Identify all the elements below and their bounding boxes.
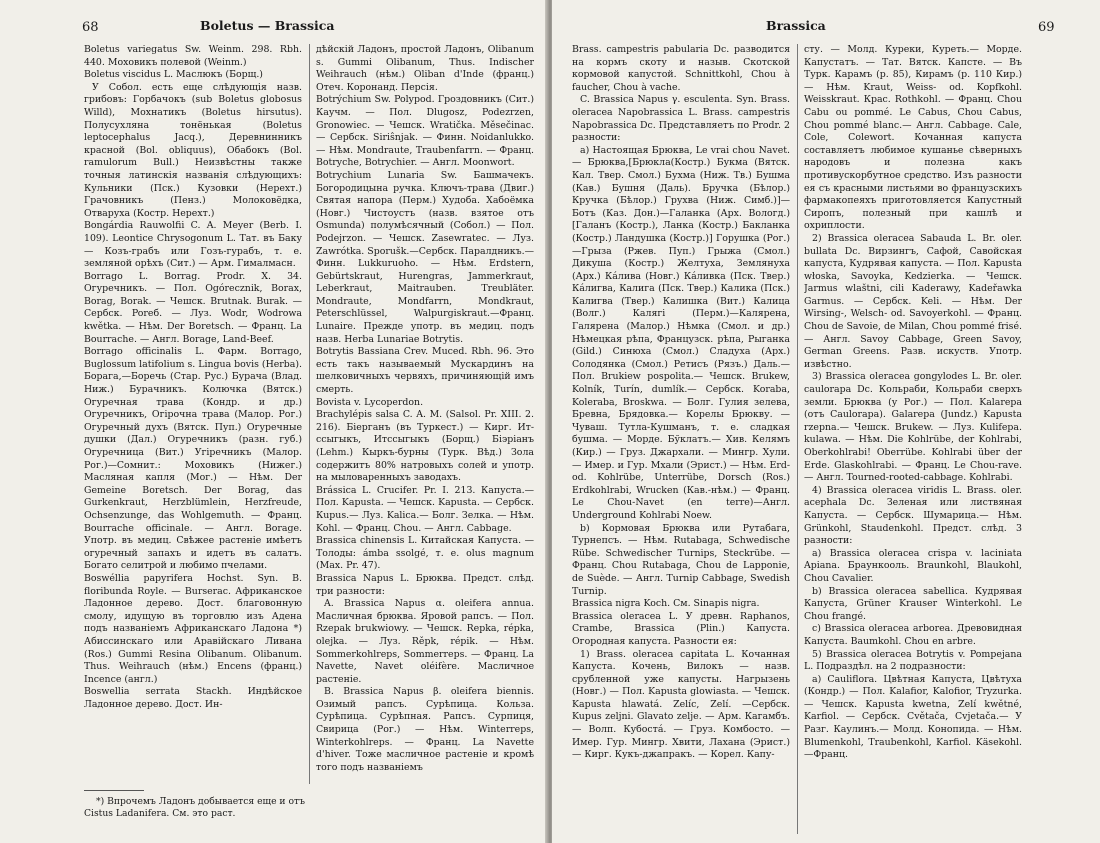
entry: 5) Brassica oleracea Botrytis v. Pompejana L. Подраздѣл. на 2 подразности: [804, 648, 1022, 673]
entry: Botrýchium Sw. Polypod. Гроздовникъ (Сит.) Каучм. — Пол. Dlugosz, Podezrzen, Gronowiec. — Чешск. Wratička. Měsečinac. — Сербск. Siriŝnjak. — Финн. Noidanlukko. — Нѣм. Mondraute, Traubenfarrn. — Франц. Botryche, Botrychier. — Англ. Moonwort. [316, 94, 534, 169]
entry: Boletus viscidus L. Маслюкъ (Борщ.) [84, 69, 263, 81]
column-right [316, 44, 534, 786]
entry: Brassica chinensis L. Китайская Капуста. — Толоды: ámba ssolgé, т. е. olus magnum (Max. Pr. 47). [316, 535, 534, 572]
entry: c) Brassica oleracea arborea. Древовидная Капуста. Baumkohl. Chou en arbre. [804, 623, 1022, 647]
footnote: *) Впрочемъ Ладонъ добывается еще и отъ Cistus Ladanifera. См. это раст. [84, 796, 305, 820]
column-left [84, 44, 302, 834]
entry: Brassica nigra Koch. См. Sinapis nigra. [572, 598, 760, 610]
entry: Borrago L. Borrag. Prodr. X. 34. Огуречникъ. — Пол. Ogórecznik, Borax, Borag, Borak. — Чешск. Brutnak. Burak. — Сербск. Poreб. — Луз. Wodr, Wodrowa kwětka. — Нѣм. Der Boretsch. — Франц. La Bourrache. — Англ. Borage, Land-Beef. [84, 270, 302, 345]
entry: 1) Brass. oleracea capitata L. Кочанная Капуста. Кочень, Вилокъ — назв. срубленной уже капусты. Нагрызень (Новг.) — Пол. Kapusta glowiasta. — Чешск. Kapusta hlawatá. Zelíc, Zelí. —Сербск. Kupus zeljni. Glavato zelje. — Арм. Кагамбъ. — Волп. Кубостá. — Груз. Комбосто. — Имер. Гур. Мингр. Хвити, Лахана (Эрист.) — Кирг. Кукъ-джапракъ. — Корел. Капу- [572, 648, 790, 761]
entry: Brássica L. Crucifer. Pr. I. 213. Капуста.— Пол. Kapusta. — Чешск. Kapusta. — Сербск. Кupus.— Луз. Kalica.— Болг. Зелка. — Нѣм. Kohl. — Франц. Chou. — Англ. Cabbage. [316, 484, 534, 534]
column-rule [309, 44, 310, 784]
column-right [804, 44, 1022, 834]
entry: Boswéllia papyrifera Hochst. Syn. B. floribunda Royle. — Burserac. Африканское Ладонное дерево. Дост. благовонную смолу, идущую въ торговлю изъ Адена подъ названіемъ Африканскаго Ладона *) Абиссинскаго или Аравійскаго Ливана (Ros.) Gummi Resina Olibanum. Olibanum. Thus. Weihrauch (нѣм.) Encens (франц.) Incence (англ.) [84, 572, 302, 685]
entry: Bovista v. Lycoperdon. [316, 396, 424, 408]
entry: Brass. campestris pabularia Dc. разводится на кормъ скоту и назыв. Скотской кормовой капустой. Schnittkohl, Chou à faucher, Chou à vache. [572, 44, 790, 93]
entry: Brassica oleracea L. У древн. Raphanos, Crambe, Brassica (Plin.) Капуста. Огородная капуста. Разности ея: [572, 610, 790, 647]
entry: 4) Brassica oleracea viridis L. Brass. oler. acephala Dc. Зеленая или листвяная Капуста. — Сербск. Шумарица.— Нѣм. Grünkohl, Staudenkohl. Предст. слѣд. 3 разности: [804, 484, 1022, 547]
left-page [0, 0, 548, 843]
page-number: 69 [1038, 20, 1055, 35]
footnote-rule [84, 790, 144, 791]
entry: Bongárdia Rauwolfii C. A. Meyer (Berb. I. 109). Leontice Chrysogonum L. Тат. въ Баку — Козъ-грабъ или Гозъ-гурабъ, т. е. земляной орѣхъ (Сит.) — Арм. Гималмасн. [84, 220, 302, 270]
column-left [572, 44, 790, 834]
entry: Boswellia serrata Stackh. Индѣйское Ладонное дерево. Дост. Ин- [84, 686, 302, 710]
right-page [552, 0, 1100, 843]
entry: Botrytis Bassiana Crev. Muced. Rbh. 96. Это есть такъ называемый Мускардинъ на шелковичныхъ червяхъ, причиняющій имъ смерть. [316, 346, 534, 396]
entry: C. Brassica Napus γ. esculenta. Syn. Brass. oleracea Napobrassica L. Brass. campestris Napobrassica Dc. Представляетъ по Prodr. 2 разности: [572, 94, 790, 144]
entry: a) Настоящая Брюква, Le vrai chou Navet.— Брюква,[Брюкла(Костр.) Букма (Вятск. Кал. Твер. Смол.) Бухма (Ниж. Тв.) Бушма (Кав.) Бушня (Даль). Бручка (Бѣлор.) Кручка (Бѣлор.) Грухва (Ниж. Симб.)]—Ботъ (Каз. Дон.)—Галанка (Арх. Вологд.) [Галанъ (Костр.), Ланка (Костр.) Бакланка (Костр.) Ландушка (Костр.)] Горушка (Рог.)—Грыза (Ржев. Пуп.) Грыжа (Смол.) Дикуша (Костр.) Желтуха, Землянуха (Арх.) Кáлива (Новг.) Кáливка (Пск. Твер.) Кáлигва, Калига (Пск. Твер.) Калика (Пск.) Калигва (Твер.) Калишка (Вит.) Калица (Волг.) Калягі (Перм.)—Калярена, Галярена (Малор.) Нѣмка (Смол. и др.) Нѣмецкая рѣпа, Французск. рѣпа, Рыганка (Gild.) Синюха (Смол.) Сладуха (Арх.) Солодянка (Смол.) Ретисъ (Рязъ.) Даль.— Пол. Brukiew pospolita.— Чешск. Brukew, Kolník, Turín, dumlík.— Сербск. Koraba, Koleraba, Broskwa. — Болг. Гулия зелева, Бревна, Брядовка.— Корелы Брюкву. — Чуваш. Тутла-Кушманъ, т. е. сладкая бушма. — Морде. Бўклатъ.— Хив. Келямъ (Кир.) — Груз. Джархали. — Мингр. Хули. — Имер. и Гур. Мхали (Эрист.) — Нѣм. Erd- od. Kohlrübe, Unterrübe, Dorsch (Ros.) Erdkohlrabi, Wrucken (Кав.-нѣм.) — Франц. Le Chou-Navet (en terre)—Англ. Underground Kohlrabi Noew. [572, 144, 790, 521]
entry: b) Brassica oleracea sabellica. Кудрявая Капуста, Grüner Krauser Winterkohl. Le Chou frangé. [804, 585, 1022, 622]
entry: Boletus variegatus Sw. Weinm. 298. Rbh. 440. Моховикъ полевой (Weinm.) [84, 44, 302, 68]
entry: b) Кормовая Брюква или Рутабага, Турнепсъ. — Нѣм. Rutabaga, Schwedische Rübe. Schwedischer Turnips, Steckrübe. — Франц. Chou Rutabaga, Chou de Lapponie, de Suède. — Англ. Turnip Cabbage, Swedish Turnip. [572, 522, 790, 597]
entry: Brachylépis salsa C. A. M. (Salsol. Pr. XIII. 2. 216). Біерганъ (въ Туркест.) — Кирг. Ит-ссыгыкъ, Итссыгыкъ (Борщ.) Біэріанъ (Lehm.) Кыркъ-бурны (Турк. Вѣд.) Зола содержитъ 80% натровыхъ солей и употр. на мыловаренныхъ заводахъ. [316, 409, 534, 484]
entry: 2) Brassica oleracea Sabauda L. Br. oler. bullata Dc. Вирзингъ, Сафой, Савойская капуста, Кудрявая капуста. — Пол. Kapusta włoska, Savoyka, Kedzierka. — Чешск. Jarmus wlaštni, cili Kaderawy, Kadeřawka Garmus. — Сербск. Keli. — Нѣм. Der Wirsing-, Welsch- od. Savoyerkohl. — Франц. Chou de Savoie, de Milan, Chou pommé frisé. — Англ. Savoy Cabbage, Green Savoy, German Greens. Разв. искуств. Употр. извѣстно. [804, 232, 1022, 370]
entry: Botrychium Lunaria Sw. Башмачекъ. Богородицына ручка. Ключъ-трава (Двиг.) Святая напора (Перм.) Худоба. Хабоёмка (Новг.) Чистоустъ (назв. взятое отъ Osmunda) полумѣсячный (Собол.) — Пол. Podejrzon. — Чешск. Zasewratec. — Луз. Zawrótka. Sporušk.—Сербск. Паралдникъ.—Финн. Lukkuruoho. — Нѣм. Erdstern, Gebürtskraut, Hurengras, Jammerkraut, Leberkraut, Maitrauben. Treubläter. Mondraute, Mondfarrn, Mondkraut, Peterschlüssel, Walpurgiskraut.—Франц. Lunaire. Прежде употр. въ медиц. подъ назв. Herba Lunariae Botrytis. [316, 169, 534, 345]
entry: a) Brassica oleracea crispa v. laciniata Apiana. Браункооль. Braunkohl, Blaukohl, Chou Cavalier. [804, 547, 1022, 584]
entry: Brassica Napus L. Брюква. Предст. слѣд. три разности: [316, 572, 534, 597]
entry: сту. — Молд. Куреки, Куреть.— Морде. Капустатъ. — Тат. Вятск. Капсте. — Въ Турк. Карамъ (p. 85), Кирамъ (p. 110 Кир.) — Нѣм. Kraut, Weiss- od. Kopfkohl. Weisskraut. Крас. Rothkohl. — Франц. Chou Cabu ou pommé. Le Cabus, Chou Cabus, Chou pommé blanc.— Англ. Cabbage. Cale, Cole, Colewort. Кочанная капуста составляетъ любимое кушанье сѣверныхъ народовъ и полезна какъ противускорбутное средство. Изъ разности ея съ красными листьями во французскихъ фармакопеяхъ приготовляется Капустный Сиропъ, полезный при кашлѣ и охриплости. [804, 44, 1022, 232]
entry: У Собол. есть еще слѣдующія назв. грибовъ: Горбачокъ (sub Boletus globosus Willd), Мохнатикъ (Boletus hirsutus). Полусухляна тонёнькая (Boletus leptocephalus Jacq.), Деревнинникъ красной (Bol. obliquus), Обабокъ (Bol. ramulorum Bull.) Неизвѣстны также точныя латинскія названія слѣдующихъ: Кульники (Пск.) Кузовки (Нерехт.) Грачовникъ (Пенз.) Молоковёдка, Отваруха (Костр. Нерехт.) [84, 81, 302, 219]
running-head: Boletus — Brassica [200, 18, 335, 33]
running-head: Brassica [766, 18, 826, 33]
entry: Borrago officinalis L. Фарм. Borrago, Buglossum latifolium s. Lingua bovis (Herba). Борага,—Боречь (Стар. Рус.) Бурача (Влад. Ниж.) Бурачникъ. Колючка (Вятск.) Огуречная трава (Кондр. и др.) Огуречникъ, Огірочна трава (Малор. Рог.) Огуречный духъ (Вятск. Пуп.) Огуречные душки (Дал.) Огуречникъ (разн. губ.) Огуречница (Вит.) Угіречникъ (Малор. Рог.)—Сомнит.: Моховикъ (Нижег.) Масляная капля (Мог.) — Нѣм. Der Gemeine Boretsch. Der Borag, das Gurkenkraut, Herzblümlein, Herzfreude, Ochsenzunge, das Wohlgemuth. — Франц. Bourrache officinale. — Англ. Borage. Употр. въ медиц. Свѣжее растеніе имѣетъ огуречный запахъ и идетъ въ салатъ. Богато селитрой и любимо пчелами. [84, 346, 302, 572]
page-number: 68 [82, 20, 99, 35]
column-rule [797, 44, 798, 834]
entry: дѣйскій Ладонъ, простой Ладонъ, Olibanum s. Gummi Olibanum, Thus. Indischer Weihrauch (нѣм.) Oliban d'Inde (франц.) Отеч. Коронанд. Персія. [316, 44, 534, 93]
entry: A. Brassica Napus α. oleifera annua. Масличная брюква. Яровой рапсъ. — Пол. Rzepak brukwiowy. — Чешск. Repka, répka, olejka. — Луз. Rěpk, répik. — Нѣм. Sommerkohlreps, Sommerreps. — Франц. La Navette, Navet oléifère. Масличное растеніе. [316, 598, 534, 685]
entry: B. Brassica Napus β. oleifera biennis. Озимый рапсъ. Сурѣпица. Кольза. Сурѣпица. Сурѣпная. Рапсъ. Сурпиця, Свирица (Рог.) — Нѣм. Winterreps, Winterkohlreps. — Франц. La Navette d'hiver. Тоже масличное растеніе и кромѣ того подъ названіемъ [316, 686, 534, 773]
entry: 3) Brassica oleracea gongylodes L. Br. oler. caulorapa Dc. Кольраби, Кольраби сверхъ земли. Брюква (у Рог.) — Пол. Kalarepa (отъ Caulorapa). Galarepa (Jundz.) Kapusta rzepna.— Чешск. Brukew. — Луз. Kulifepa. kulawa. — Нѣм. Die Kohlrübe, der Kohlrabi, Oberkohlrabi! Oberrübe. Kohlrabi über der Erde. Glaskohlrabi. — Франц. Le Chou-rave. — Англ. Tourned-rooted-cabbage. Kohlrabi. [804, 371, 1022, 484]
entry: a) Cauliflora. Цвѣтная Капуста, Цвѣтуха (Кондр.) — Пол. Kalafior, Kalofior, Tryzurka. — Чешск. Kapusta kwetna, Zelí kwětné, Karfiol. — Сербск. Cvětača, Cvjetača.— У Разг. Каулинъ.— Молд. Конопида. — Нѣм. Blumenkohl, Traubenkohl, Karfiol. Käsekohl.—Франц. [804, 673, 1022, 761]
